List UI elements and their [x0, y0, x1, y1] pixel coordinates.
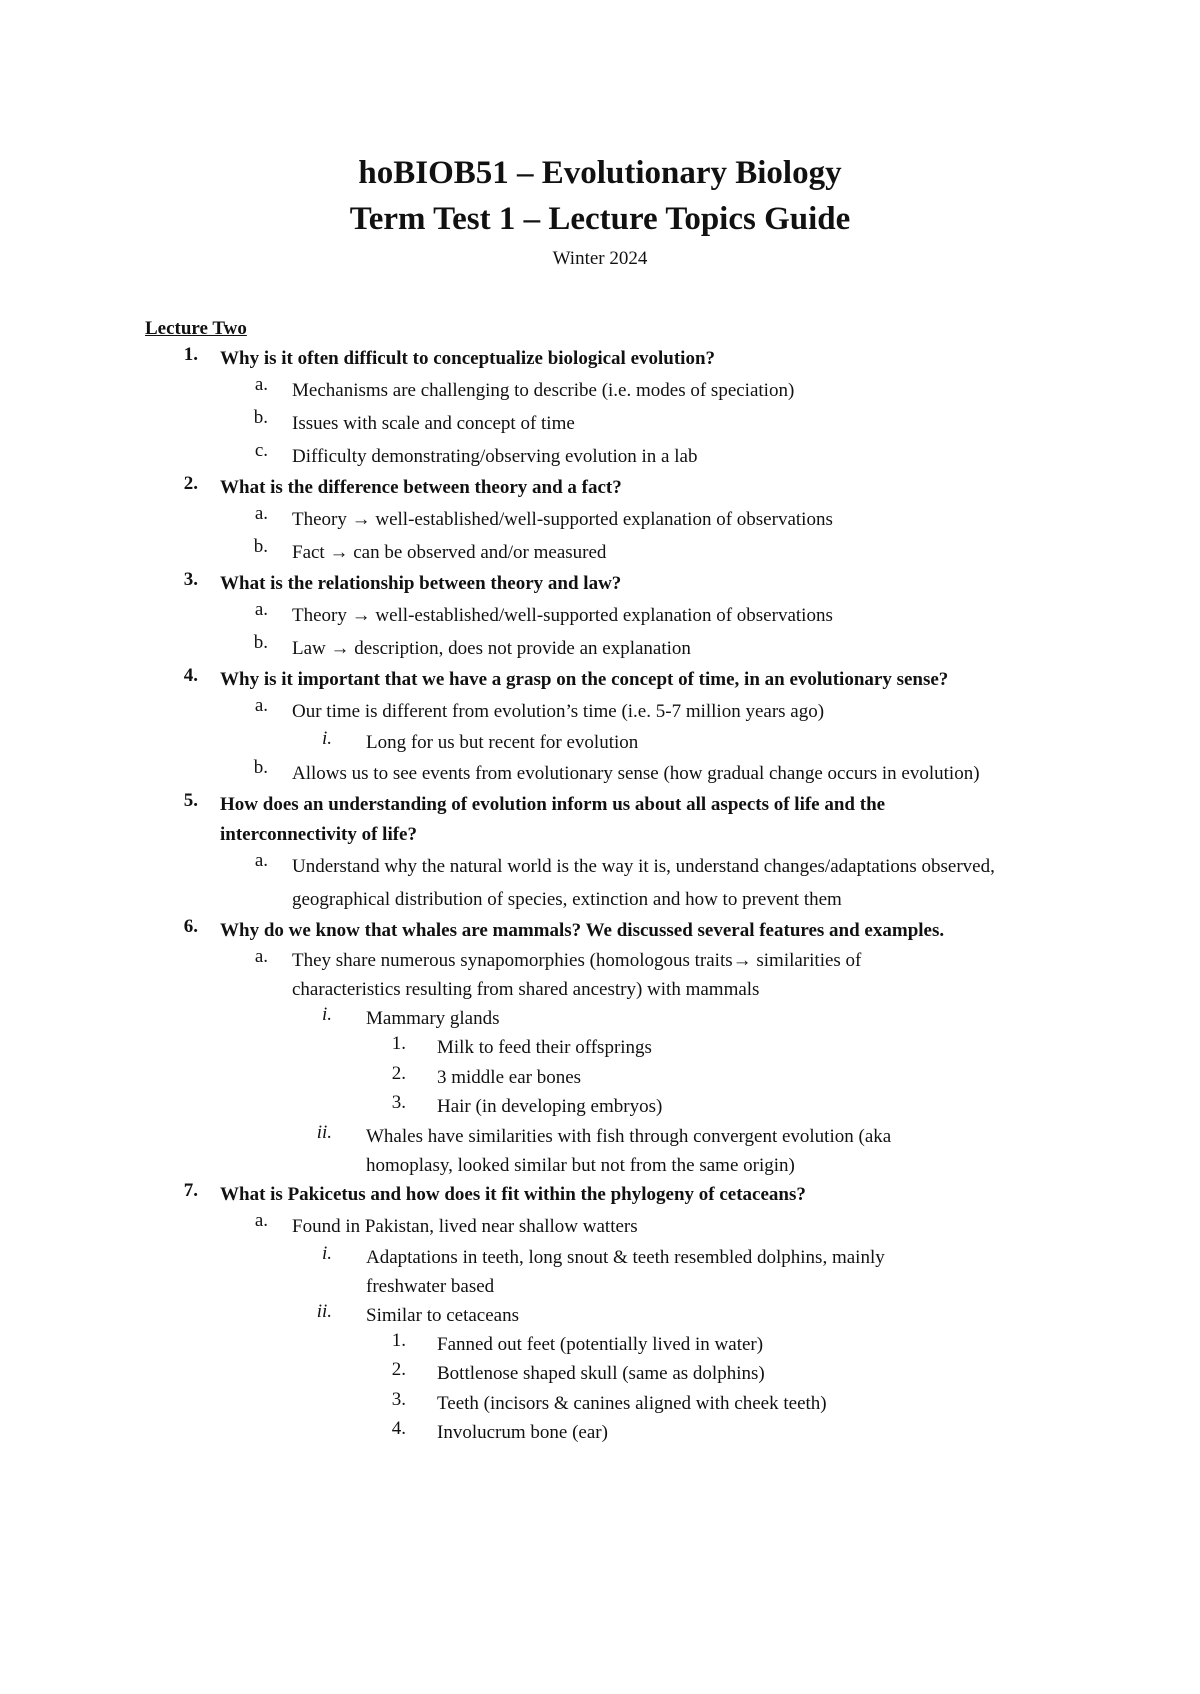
numbered-item [0, 1330, 1200, 1360]
answer-marker: b. [253, 757, 268, 778]
numbered-text: Teeth (incisors & canines aligned with cheek teeth) [437, 1392, 827, 1414]
sub-item-text: Mammary glands [366, 1008, 500, 1029]
answer-item [0, 632, 1200, 665]
answer-marker: a. [254, 503, 268, 524]
answer-item [0, 946, 1200, 1004]
answer-item [0, 695, 1200, 728]
question-text: Why is it important that we have a grasp on the concept of time, in an evolutionary sense? [220, 669, 949, 690]
sub-item-marker: i. [321, 728, 332, 749]
title-block [0, 150, 1200, 270]
answer-marker: b. [253, 407, 268, 428]
numbered-item [0, 1033, 1200, 1063]
document-title: Term Test 1 – Lecture Topics Guide [349, 201, 851, 237]
answer-text: Allows us to see events from evolutionary sense (how gradual change occurs in evolution) [292, 763, 980, 784]
question-number: 6. [183, 916, 198, 937]
answer-text: Issues with scale and concept of time [292, 413, 575, 434]
numbered-item [0, 1063, 1200, 1093]
numbered-marker: 2. [391, 1359, 406, 1380]
numbered-item [0, 1389, 1200, 1419]
sub-item [0, 1301, 1200, 1330]
question-item [0, 569, 1200, 599]
numbered-text: Milk to feed their offsprings [437, 1037, 652, 1058]
numbered-marker: 3. [391, 1092, 406, 1113]
answer-marker: a. [254, 374, 268, 395]
answer-marker: a. [254, 850, 268, 871]
sub-item [0, 1004, 1200, 1033]
answer-item [0, 1210, 1200, 1243]
numbered-text: 3 middle ear bones [437, 1066, 582, 1088]
answer-item [0, 407, 1200, 440]
numbered-marker: 2. [391, 1062, 406, 1084]
question-list [0, 344, 1200, 1448]
question-number: 3. [183, 569, 198, 590]
numbered-item [0, 1092, 1200, 1122]
sub-item-text: Long for us but recent for evolution [366, 732, 639, 753]
answer-item [0, 599, 1200, 632]
answer-text: Theory → well-established/well-supported explanation of observations [292, 509, 833, 530]
numbered-text: Involucrum bone (ear) [437, 1422, 608, 1443]
numbered-marker: 1. [391, 1329, 406, 1351]
question-number: 5. [183, 790, 198, 811]
section-heading: Lecture Two [145, 318, 247, 339]
question-text: What is Pakicetus and how does it fit within the phylogeny of cetaceans? [220, 1183, 806, 1205]
sub-item-text: Adaptations in teeth, long snout & teeth resembled dolphins, mainly freshwater based [366, 1246, 885, 1297]
answer-item [0, 440, 1200, 473]
answer-item [0, 850, 1200, 916]
answer-marker: a. [254, 695, 268, 716]
answer-marker: a. [254, 1209, 268, 1231]
answer-text: Mechanisms are challenging to describe (i.e. modes of speciation) [292, 380, 795, 401]
numbered-item [0, 1418, 1200, 1448]
sub-item-marker: ii. [316, 1121, 332, 1143]
question-item [0, 473, 1200, 503]
question-text: What is the difference between theory and a fact? [220, 477, 622, 498]
course-title: hoBIOB51 – Evolutionary Biology [358, 155, 842, 191]
answer-item [0, 503, 1200, 536]
sub-item-marker: i. [321, 1242, 332, 1264]
answer-text: They share numerous synapomorphies (homologous traits→ similarities of characteristics resulting from shared ancestry) with mammals [292, 950, 862, 1000]
question-item [0, 665, 1200, 695]
sub-item [0, 728, 1200, 757]
question-number: 4. [183, 665, 198, 686]
question-text: Why do we know that whales are mammals? We discussed several features and examples. [220, 920, 945, 941]
answer-marker: b. [253, 536, 268, 557]
answer-text: Our time is different from evolution’s time (i.e. 5-7 million years ago) [292, 701, 825, 722]
sub-item-text: Whales have similarities with fish through convergent evolution (aka homoplasy, looked similar but not from the same origin) [366, 1125, 892, 1176]
answer-marker: a. [254, 946, 268, 967]
question-number: 7. [183, 1179, 198, 1201]
question-text: How does an understanding of evolution inform us about all aspects of life and the interconnectivity of life? [220, 794, 886, 845]
question-text: What is the relationship between theory and law? [220, 573, 622, 594]
question-item [0, 790, 1200, 850]
sub-item-marker: i. [321, 1004, 332, 1025]
numbered-marker: 1. [391, 1033, 406, 1054]
answer-text: Found in Pakistan, lived near shallow watters [292, 1215, 638, 1237]
numbered-text: Hair (in developing embryos) [437, 1096, 663, 1117]
numbered-marker: 4. [391, 1418, 406, 1439]
numbered-text: Bottlenose shaped skull (same as dolphins) [437, 1363, 765, 1384]
sub-item-marker: ii. [316, 1300, 332, 1322]
question-item [0, 344, 1200, 374]
answer-marker: c. [254, 440, 268, 461]
sub-item [0, 1122, 1200, 1180]
answer-marker: a. [254, 599, 268, 620]
numbered-marker: 3. [391, 1388, 406, 1410]
answer-text: Difficulty demonstrating/observing evolution in a lab [292, 446, 698, 467]
answer-text: Law → description, does not provide an explanation [292, 638, 691, 659]
answer-text: Theory → well-established/well-supported explanation of observations [292, 605, 833, 626]
question-item [0, 916, 1200, 946]
answer-item [0, 374, 1200, 407]
question-text: Why is it often difficult to conceptualize biological evolution? [220, 348, 716, 369]
question-number: 2. [183, 473, 198, 494]
question-item [0, 1180, 1200, 1210]
numbered-text: Fanned out feet (potentially lived in water) [437, 1333, 764, 1355]
answer-text: Understand why the natural world is the way it is, understand changes/adaptations observed, geographical distribution of species, extinction and how to prevent them [292, 856, 995, 910]
answer-item [0, 757, 1200, 790]
numbered-item [0, 1359, 1200, 1389]
answer-item [0, 536, 1200, 569]
sub-item [0, 1243, 1200, 1301]
answer-marker: b. [253, 632, 268, 653]
answer-text: Fact → can be observed and/or measured [292, 542, 607, 563]
question-number: 1. [183, 344, 198, 365]
term-label: Winter 2024 [552, 248, 648, 269]
sub-item-text: Similar to cetaceans [366, 1304, 519, 1326]
